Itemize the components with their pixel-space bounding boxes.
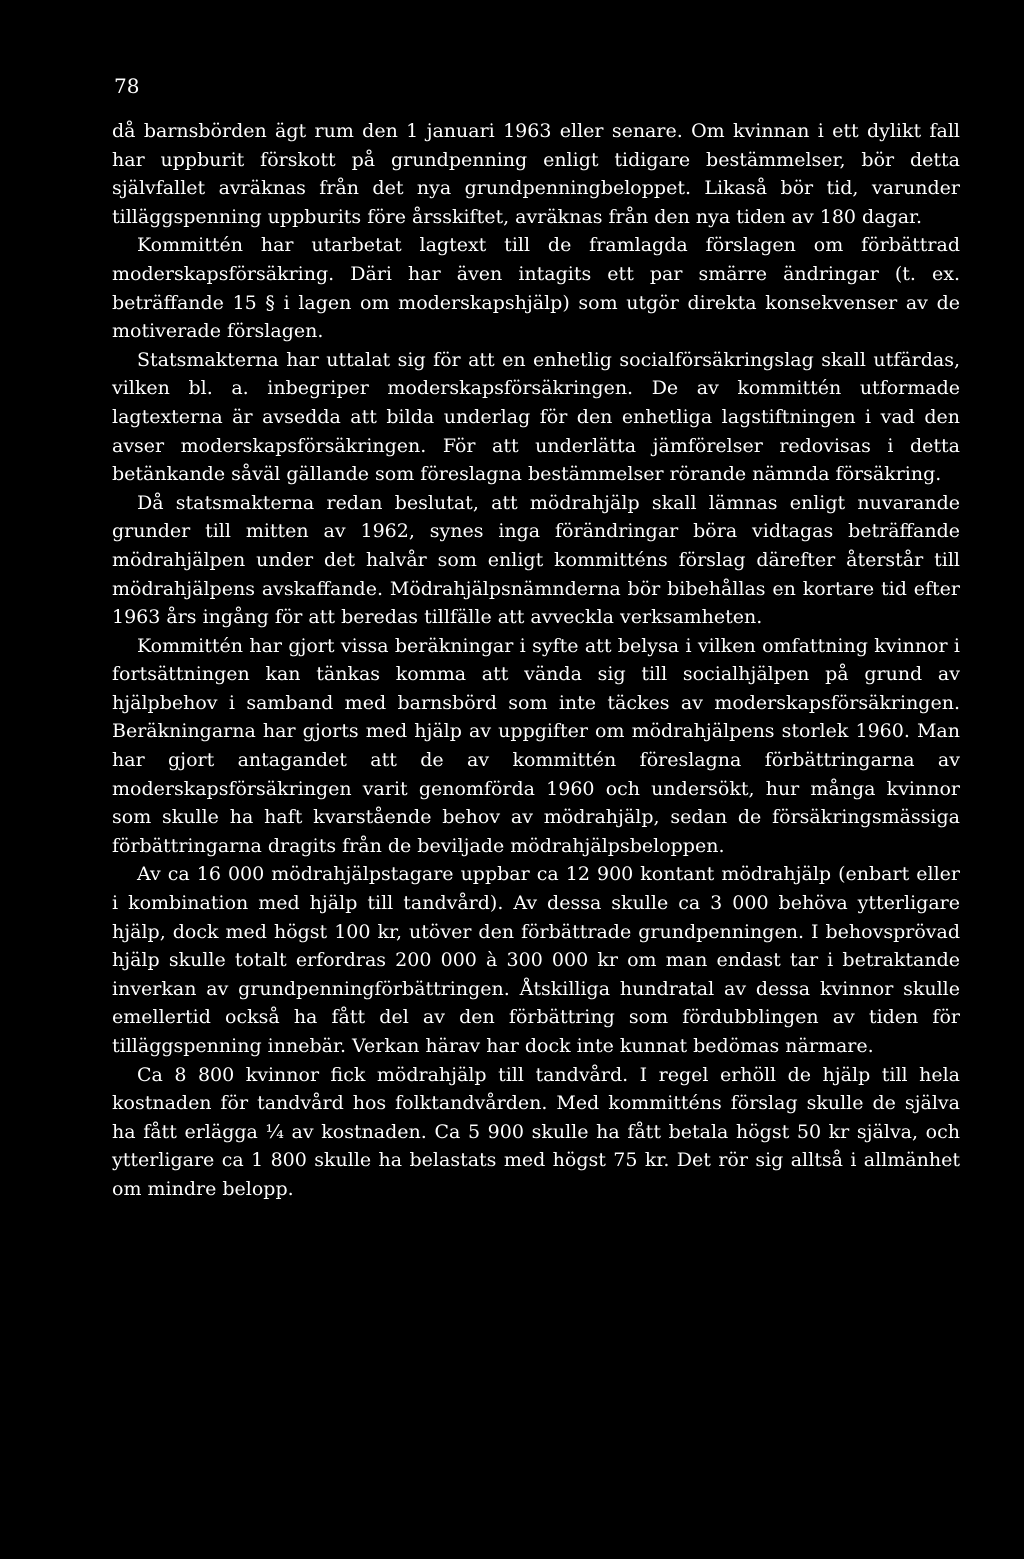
page-number: 78 — [114, 74, 140, 98]
paragraph-4: Då statsmakterna redan beslutat, att mödrahjälp skall lämnas enligt nuvarande grunder till mitten av 1962, synes inga förändringar böra vidtagas beträffande mödrahjälpen under det halvår som enligt kommitténs förslag därefter återstår till mödrahjälpens avskaffande. Mödrahjälpsnämnderna bör bibehållas en kortare tid efter 1963 års ingång för att beredas tillfälle att avveckla verksamheten. — [112, 491, 960, 629]
paragraph-7: Ca 8 800 kvinnor fick mödrahjälp till tandvård. I regel erhöll de hjälp till hela kostnaden för tandvård hos folktandvården. Med kommitténs förslag skulle de själva ha fått erlägga ¼ av kostnaden. Ca 5 900 skulle ha fått betala högst 50 kr själva, och ytterligare ca 1 800 skulle ha belastats med högst 75 kr. Det rör sig alltså i allmänhet om mindre belopp. — [112, 1063, 960, 1200]
paragraph-6: Av ca 16 000 mödrahjälpstagare uppbar ca 12 900 kontant mödrahjälp (enbart eller i kombination med hjälp till tandvård). Av dessa skulle ca 3 000 behöva ytterligare hjälp, dock med högst 100 kr, utöver den förbättrade grundpenningen. I behovsprövad hjälp skulle totalt erfordras 200 000 à 300 000 kr om man endast tar i betraktande inverkan av grundpenningförbättringen. Åtskilliga hundratal av dessa kvinnor skulle emellertid också ha fått del av den förbättring som fördubblingen av tiden för tilläggspenning innebär. Verkan härav har dock inte kunnat bedömas närmare. — [112, 863, 960, 1057]
paragraph-5: Kommittén har gjort vissa beräkningar i syfte att belysa i vilken omfattning kvinnor i fortsättningen kan tänkas komma att vända sig till socialhjälpen på grund av hjälpbehov i samband med barnsbörd som inte täckes av moderskapsförsäkringen. Beräkningarna har gjorts med hjälp av uppgifter om mödrahjälpens storlek 1960. Man har gjort antagandet att de av kommittén föreslagna förbättringarna av moderskapsförsäkringen varit genomförda 1960 och undersökt, hur många kvinnor som skulle ha haft kvarstående behov av mödrahjälp, sedan de försäkringsmässiga förbättringarna dragits från de beviljade mödrahjälpsbeloppen. — [112, 634, 960, 857]
paragraph-1: då barnsbörden ägt rum den 1 januari 1963 eller senare. Om kvinnan i ett dylikt fall har uppburit förskott på grundpenning enligt tidigare bestämmelser, bör detta självfallet avräknas från det nya grundpenningbeloppet. Likaså bör tid, varunder tilläggspenning uppburits före årsskiftet, avräknas från den nya tiden av 180 dagar. — [112, 120, 960, 228]
paragraph-3: Statsmakterna har uttalat sig för att en enhetlig socialförsäkringslag skall utfärdas, vilken bl. a. inbegriper moderskapsförsäkringen. De av kommittén utformade lagtexterna är avsedda att bilda underlag för den enhetliga lagstiftningen i vad den avser moderskapsförsäkringen. För att underlätta jämförelser redovisas i detta betänkande såväl gällande som föreslagna bestämmelser rörande nämnda försäkring. — [112, 348, 960, 486]
paragraph-2: Kommittén har utarbetat lagtext till de framlagda förslagen om förbättrad moderskapsförsäkring. Däri har även intagits ett par smärre ändringar (t. ex. beträffande 15 § i lagen om moderskapshjälp) som utgör direkta konsekvenser av de motiverade förslagen. — [112, 234, 960, 343]
body-text — [112, 117, 960, 1204]
